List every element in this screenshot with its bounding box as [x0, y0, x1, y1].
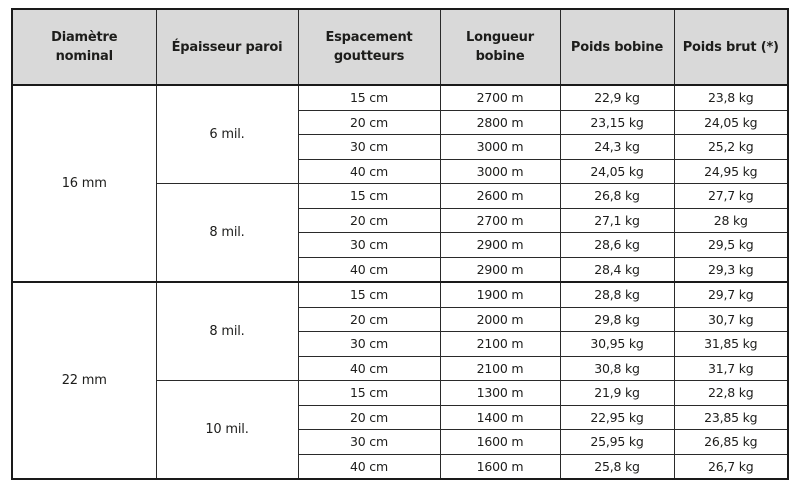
cell-poids-bobine: 28,4 kg	[560, 257, 674, 282]
cell-espacement: 15 cm	[298, 184, 440, 209]
header-espacement: Espacement goutteurs	[298, 9, 440, 85]
cell-espacement: 15 cm	[298, 381, 440, 406]
cell-epaisseur: 8 mil.	[156, 184, 298, 283]
cell-longueur: 2600 m	[440, 184, 560, 209]
cell-espacement: 20 cm	[298, 110, 440, 135]
cell-longueur: 1900 m	[440, 282, 560, 307]
cell-longueur: 3000 m	[440, 159, 560, 184]
cell-poids-brut: 23,85 kg	[674, 405, 788, 430]
header-poids-bobine: Poids bobine	[560, 9, 674, 85]
cell-espacement: 20 cm	[298, 307, 440, 332]
spec-table-container	[11, 8, 787, 479]
cell-poids-bobine: 30,95 kg	[560, 332, 674, 357]
cell-poids-bobine: 23,15 kg	[560, 110, 674, 135]
cell-longueur: 1300 m	[440, 381, 560, 406]
cell-longueur: 2900 m	[440, 233, 560, 258]
cell-poids-brut: 30,7 kg	[674, 307, 788, 332]
cell-poids-bobine: 30,8 kg	[560, 356, 674, 381]
cell-poids-brut: 24,95 kg	[674, 159, 788, 184]
table-row	[12, 85, 788, 110]
cell-espacement: 15 cm	[298, 282, 440, 307]
cell-espacement: 40 cm	[298, 454, 440, 479]
cell-poids-bobine: 29,8 kg	[560, 307, 674, 332]
cell-poids-bobine: 25,95 kg	[560, 430, 674, 455]
cell-diametre: 16 mm	[12, 85, 156, 282]
cell-poids-brut: 26,85 kg	[674, 430, 788, 455]
cell-poids-bobine: 22,9 kg	[560, 85, 674, 110]
cell-poids-brut: 28 kg	[674, 208, 788, 233]
header-row	[12, 9, 788, 85]
cell-longueur: 1600 m	[440, 454, 560, 479]
header-longueur: Longueur bobine	[440, 9, 560, 85]
cell-poids-bobine: 24,05 kg	[560, 159, 674, 184]
cell-epaisseur: 6 mil.	[156, 85, 298, 184]
cell-longueur: 2900 m	[440, 257, 560, 282]
cell-poids-brut: 26,7 kg	[674, 454, 788, 479]
cell-longueur: 2700 m	[440, 85, 560, 110]
table-body	[12, 85, 788, 479]
cell-poids-brut: 31,85 kg	[674, 332, 788, 357]
cell-poids-bobine: 25,8 kg	[560, 454, 674, 479]
cell-poids-brut: 29,3 kg	[674, 257, 788, 282]
spec-table	[11, 8, 789, 480]
cell-poids-brut: 29,5 kg	[674, 233, 788, 258]
cell-poids-brut: 25,2 kg	[674, 135, 788, 160]
cell-espacement: 20 cm	[298, 405, 440, 430]
cell-poids-brut: 29,7 kg	[674, 282, 788, 307]
cell-poids-brut: 27,7 kg	[674, 184, 788, 209]
cell-poids-brut: 24,05 kg	[674, 110, 788, 135]
header-epaisseur: Épaisseur paroi	[156, 9, 298, 85]
cell-poids-bobine: 28,8 kg	[560, 282, 674, 307]
cell-longueur: 1600 m	[440, 430, 560, 455]
cell-espacement: 30 cm	[298, 332, 440, 357]
cell-poids-bobine: 26,8 kg	[560, 184, 674, 209]
cell-longueur: 2000 m	[440, 307, 560, 332]
cell-epaisseur: 10 mil.	[156, 381, 298, 480]
cell-poids-bobine: 24,3 kg	[560, 135, 674, 160]
cell-poids-bobine: 22,95 kg	[560, 405, 674, 430]
header-poids-brut: Poids brut (*)	[674, 9, 788, 85]
cell-espacement: 40 cm	[298, 356, 440, 381]
cell-espacement: 30 cm	[298, 233, 440, 258]
cell-longueur: 2100 m	[440, 356, 560, 381]
cell-longueur: 3000 m	[440, 135, 560, 160]
cell-epaisseur: 8 mil.	[156, 282, 298, 381]
cell-poids-brut: 23,8 kg	[674, 85, 788, 110]
cell-espacement: 30 cm	[298, 430, 440, 455]
cell-poids-bobine: 28,6 kg	[560, 233, 674, 258]
cell-espacement: 15 cm	[298, 85, 440, 110]
cell-poids-bobine: 21,9 kg	[560, 381, 674, 406]
cell-espacement: 20 cm	[298, 208, 440, 233]
cell-longueur: 1400 m	[440, 405, 560, 430]
cell-espacement: 40 cm	[298, 257, 440, 282]
cell-longueur: 2700 m	[440, 208, 560, 233]
cell-longueur: 2800 m	[440, 110, 560, 135]
cell-espacement: 40 cm	[298, 159, 440, 184]
cell-diametre: 22 mm	[12, 282, 156, 479]
cell-longueur: 2100 m	[440, 332, 560, 357]
cell-poids-brut: 31,7 kg	[674, 356, 788, 381]
cell-poids-bobine: 27,1 kg	[560, 208, 674, 233]
table-row	[12, 282, 788, 307]
cell-espacement: 30 cm	[298, 135, 440, 160]
cell-poids-brut: 22,8 kg	[674, 381, 788, 406]
header-diametre: Diamètre nominal	[12, 9, 156, 85]
